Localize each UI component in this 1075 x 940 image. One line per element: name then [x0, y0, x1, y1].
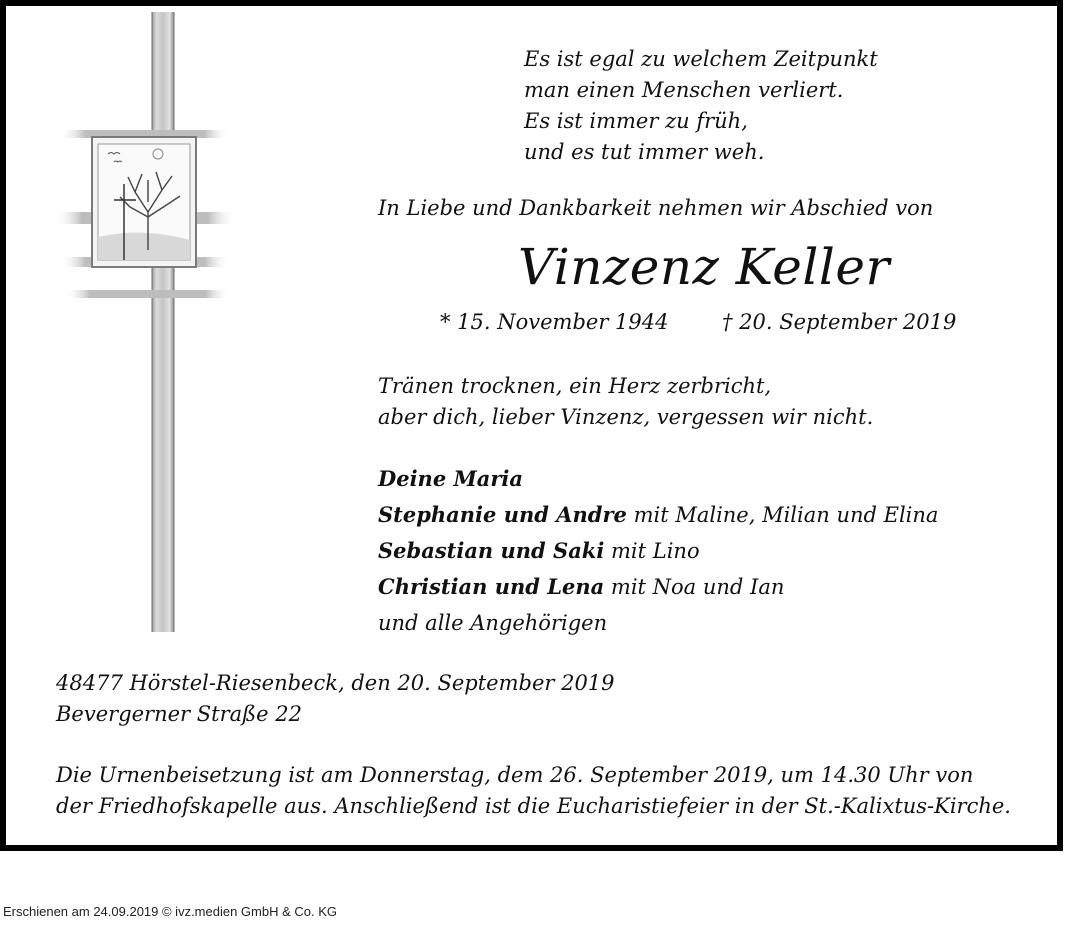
deceased-name: Vinzenz Keller [518, 238, 890, 296]
address-line: Bevergerner Straße 22 [56, 702, 303, 726]
cross-tree-illustration [50, 12, 240, 632]
mourner-line [378, 569, 938, 605]
burial-notice [56, 760, 1016, 822]
quote-line: aber dich, lieber Vinzenz, vergessen wir nicht. [378, 405, 874, 429]
birth-date: * 15. November 1944 [440, 310, 669, 334]
publication-footer: Erschienen am 24.09.2019 © ivz.medien GmbH & Co. KG [3, 904, 338, 919]
mourner-detail: mit Lino [604, 539, 700, 563]
mourner-detail: mit Maline, Milian und Elina [626, 503, 939, 527]
family-address [56, 668, 615, 730]
mourner-detail: und alle Angehörigen [378, 611, 608, 635]
mourner-name: Sebastian und Saki [378, 538, 605, 563]
poem-line: Es ist egal zu welchem Zeitpunkt [524, 47, 878, 71]
address-line: 48477 Hörstel-Riesenbeck, den 20. September 2019 [56, 671, 615, 695]
mourner-line [378, 533, 938, 569]
mourner-line [378, 461, 938, 497]
poem-line: man einen Menschen verliert. [524, 78, 844, 102]
poem-line: und es tut immer weh. [524, 140, 765, 164]
mourners-list [378, 461, 938, 641]
mourner-name: Deine Maria [378, 466, 523, 491]
notice-line: der Friedhofskapelle aus. Anschließend ist die Eucharistiefeier in der St.-Kalixtus-Kirche. [56, 794, 1011, 818]
quote-line: Tränen trocknen, ein Herz zerbricht, [378, 374, 772, 398]
memorial-quote [378, 371, 873, 433]
mourner-detail: mit Noa und Ian [604, 575, 785, 599]
farewell-intro: In Liebe und Dankbarkeit nehmen wir Abschied von [378, 196, 934, 220]
cross-vertical-beam [152, 12, 174, 632]
mourner-line [378, 605, 938, 641]
notice-line: Die Urnenbeisetzung ist am Donnerstag, dem 26. September 2019, um 14.30 Uhr von [56, 763, 974, 787]
death-date: † 20. September 2019 [722, 310, 957, 334]
mourner-name: Christian und Lena [378, 574, 605, 599]
opening-poem [524, 44, 878, 168]
poem-line: Es ist immer zu früh, [524, 109, 748, 133]
mourner-name: Stephanie und Andre [378, 502, 627, 527]
mourner-line [378, 497, 938, 533]
